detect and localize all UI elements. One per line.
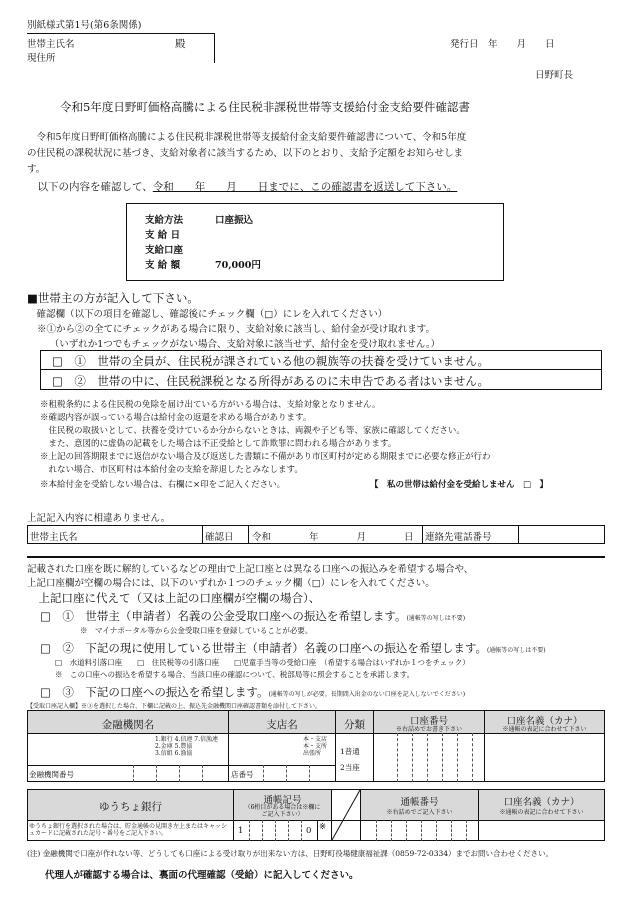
type-ordinary[interactable]: 1普通 [340,747,360,756]
option-1-label: □ ① 世帯主（申請者）名義の公金受取口座への振込を希望します。 [40,609,407,623]
yucho-number-header: 通帳番号 [400,797,439,808]
check-item-2[interactable]: □ ② 世帯の中に、住民税課税となる所得があるのに未申告である者はいません。 [52,374,490,388]
bank-header: 金融機関名 [101,719,155,731]
intro-line-1: 令和5年度日野町価格高騰による住民税非課税世帯等支援給付金支給要件確認書について、令和5年度 [27,132,467,143]
confirm-date-label: 確認日 [205,532,234,543]
decline-checkbox[interactable]: 【 私の世帯は給付金を受給しません □ 】 [370,480,549,490]
payment-method-label: 支給方法 [145,215,184,226]
agent-note: 代理人が確認する場合は、裏面の代理確認（受給）に記入してください。 [45,870,359,881]
note-6: れない場合、市区町村は本給付金の支給を辞退したとみなします。 [40,465,303,475]
branch-type-list: 本・支店 本・支所 出張所 [303,736,328,757]
intro-line-4 [27,179,457,194]
yucho-star: ※ [319,822,327,832]
option-2-small: (通帳等の写しは不要) [486,647,546,654]
yucho-code-header: 通帳記号 [263,795,302,806]
section-heading: ■世帯主の方が記入して下さい。 [27,291,199,305]
holder-header: 口座名義（カナ） [506,716,583,727]
note-2: ※確認内容が誤っている場合は給付金の返還を求める場合があります。 [40,413,312,423]
note-5: ※上記の回答期限までに返信がない場合及び返送した書類に不備があり市区町村が定める期限までに必要な修正が行わ [40,452,491,462]
section-instruction-3: （いずれか1つでもチェックがない場合、支給対象に該当せず、給付金を受け取れません。） [45,339,441,350]
confirm-name-label: 世帯主氏名 [30,532,78,543]
page-title: 令和5年度日野町価格高騰による住民税非課税世帯等支援給付金支給要件確認書 [60,100,470,114]
account-header-sub: ※右詰めでお書き下さい [395,726,462,733]
yucho-code-sub: （6桁目がある場合は※欄に ご記入下さい） [244,804,321,818]
check-item-1[interactable]: □ ① 世帯の全員が、住民税が課されている他の親族等の扶養を受けていません。 [52,354,490,368]
bank-code-label: 金融機関番号 [29,770,74,779]
yucho-number-sub: ※右詰めでご記入下さい [386,809,453,816]
householder-label: 世帯主氏名 [27,39,75,50]
payment-amount-value: 70,000円 [215,260,261,271]
address-label: 現住所 [27,53,56,64]
type-current[interactable]: 2当座 [340,763,360,772]
form-number: 別紙様式第1号(第6条関係) [27,20,142,31]
change-line-2: 上記口座欄が空欄の場合には、以下のいずれか１つのチェック欄（□）にレを入れてください。 [27,578,435,589]
confirm-date-value[interactable]: 令和 年 月 日 [252,532,414,543]
option-3-label: □ ③ 下記の口座への振込を希望します。 [40,685,269,699]
payment-account-label: 支給口座 [145,245,184,256]
bank-type-list: 1.銀行 4.信連 7.信漁連 2.金庫 5.農協 3.信組 6.漁協 [155,736,218,757]
yucho-digit-1: 1 [238,826,244,836]
yucho-note: ゆうちょ銀行を選択された場合は、貯金通帳の見開き左上またはキャッシュカードに記載された記号・番号をご記入下さい。 [29,823,228,837]
option-2-label: □ ② 下記の現に使用している世帯主（申請者）名義の口座への振込を希望します。 [40,641,487,655]
yucho-holder-sub: ※通帳の表記に合わせて下さい [499,809,584,816]
payment-date-label: 支 給 日 [145,230,181,241]
honorific: 殿 [175,38,186,50]
yucho-bank-name: ゆうちょ銀行 [99,801,162,813]
confirm-phone-label: 連絡先電話番号 [425,532,492,543]
yucho-digit-0: 0 [306,826,312,836]
payment-amount-label: 支 給 額 [145,260,181,271]
yucho-holder-header: 口座名義（カナ） [503,797,580,808]
section-instruction-1: 確認欄（以下の項目を確認し、確認後にチェック欄（□）にレを入れてください） [27,309,388,320]
option-2-sub[interactable]: □ 水道料引落口座 □ 住民税等の引落口座 □児童手当等の受給口座 （希望する場合はいずれか１つをチェック） [55,658,470,667]
issuer: 日野町長 [535,70,574,81]
yucho-separator-slash [331,789,361,841]
decline-text: ※本給付金を受給しない場合は、右欄に×印をご記入ください。 [40,480,286,490]
option-3-note: 【受取口座記入欄】※③を選択した場合、下欄に記載の上、振込先金融機関口座確認書類を添付して下さい。 [27,703,322,710]
payment-method-value: 口座振込 [215,215,254,226]
option-1[interactable] [40,608,465,624]
option-2-note: ※ この口座への振込を希望する場合、当該口座の確認について、税部局等に照会することを承諾します。 [55,670,415,679]
confirm-lead: 上記記入内容に相違ありません。 [27,513,171,524]
option-2[interactable] [40,640,546,656]
intro-lead: 以下の内容を確認して、 [27,181,153,193]
change-line-1: 記載された口座を既に解約しているなどの理由で上記口座とは異なる口座への振込みを希望する場合や、 [27,564,474,575]
return-deadline: 令和 年 月 日までに、この確認書を返送して下さい。 [152,181,458,193]
holder-header-sub: ※通帳の表記に合わせて下さい [502,726,587,733]
footer-note: (注) 金融機関で口座が作れない等、どうしても口座による受け取りが出来ない方は、日野町役場健康福祉課（0859-72-0334）までお問い合わせください。 [27,849,554,858]
intro-line-3: す。 [27,164,46,175]
option-1-note: ※ マイナポータル等から公金受取口座を登録していることが必要。 [80,626,313,635]
branch-code-label: 店番号 [231,770,254,779]
issue-date: 発行日 年 月 日 [450,39,555,50]
intro-line-2: の住民税の課税状況に基づき、支給対象者に該当するため、以下のとおり、支給予定額をお知らせしま [27,148,463,159]
option-3-small: (通帳等の写しが必要。長期間入出金のない口座を記入しないでください) [268,691,466,698]
change-line-3: 上記口座に代えて（又は上記の口座欄が空欄の場合）、 [27,591,321,605]
type-header: 分類 [344,719,365,731]
branch-header: 支店名 [266,719,298,731]
account-header: 口座番号 [409,716,448,727]
option-1-small: (通帳等の写しは不要) [406,615,466,622]
section-instruction-2: ※①から②の全てにチェックがある場合に限り、支給対象に該当し、給付金が受け取れます。 [37,324,435,335]
note-1: ※租税条約による住民税の免除を届け出ている方がいる場合は、支給対象となりません。 [40,400,381,410]
note-4: また、意図的に虚偽の記載をした場合は不正受給として詐欺罪に問われる場合があります。 [40,439,397,449]
option-3[interactable] [40,684,465,700]
note-3: 住民税の取扱いとして、扶養を受けているか分からないときは、両親や子ども等、家族に確認してください。 [40,426,465,436]
